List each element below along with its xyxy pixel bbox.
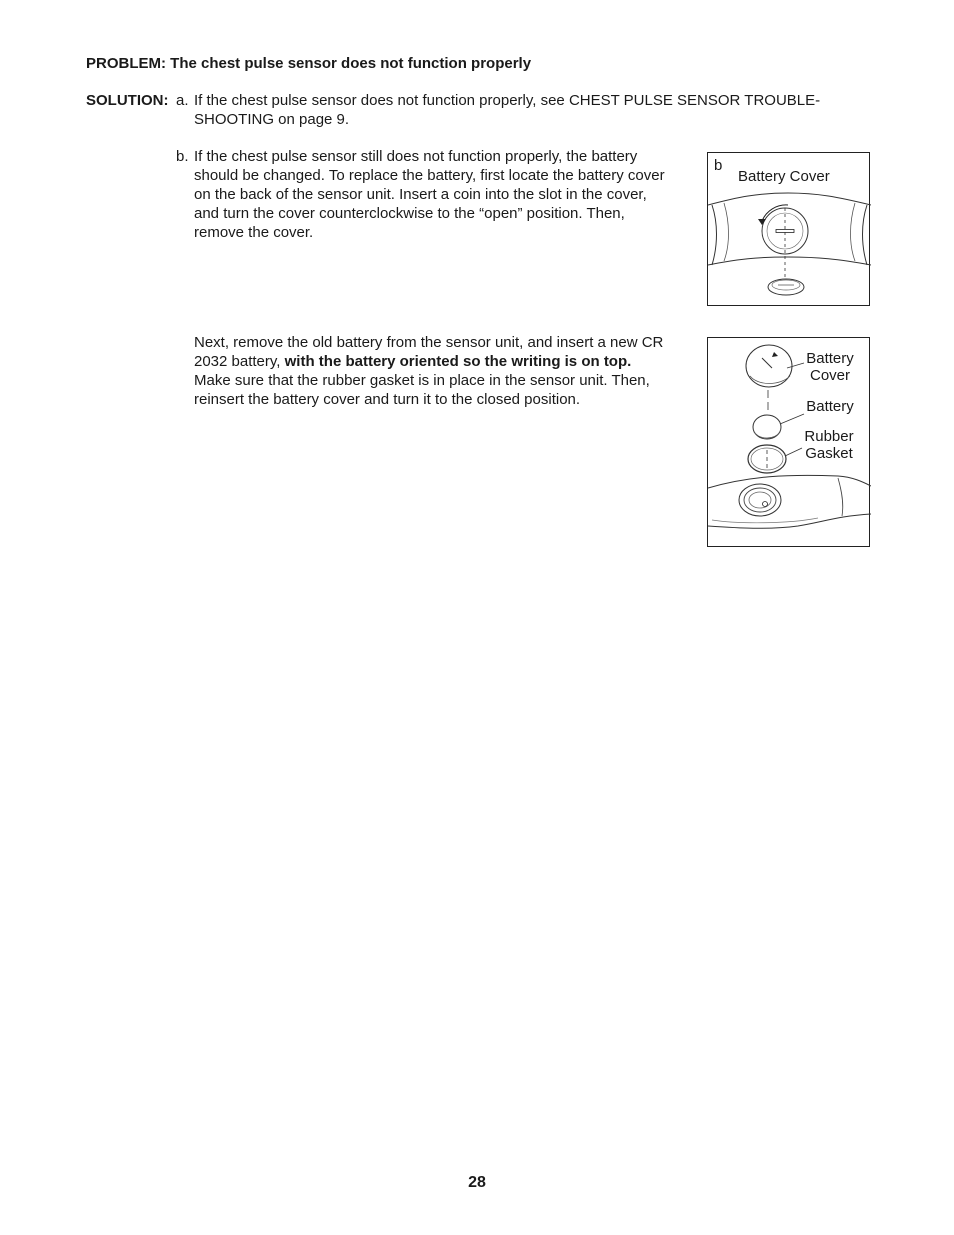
page-number: 28: [468, 1174, 486, 1191]
problem-heading: PROBLEM: The chest pulse sensor does not function properly: [86, 55, 532, 72]
label-battery-cover: [800, 350, 860, 384]
figure-caption-battery-cover: Battery Cover: [738, 168, 830, 185]
step-a-letter: a.: [176, 92, 189, 109]
solution-label: SOLUTION:: [86, 92, 169, 109]
label-rubber-gasket-line2: Gasket: [805, 445, 853, 462]
label-rubber-gasket-line1: Rubber: [804, 428, 854, 445]
step-a-text: If the chest pulse sensor does not function properly, see CHEST PULSE SENSOR TROUBLE-SHOOTING on page 9.: [194, 92, 821, 128]
label-battery: Battery: [806, 398, 854, 415]
label-battery-cover-line2: Cover: [809, 367, 850, 384]
step-b-text: If the chest pulse sensor still does not function properly, the battery should be changed. To replace the battery, first locate the battery cover on the back of the sensor unit. Insert a coin into the slot in the cover, and turn the cover counterclockwise to the “open” position. Then, remove the cover.: [194, 148, 665, 241]
step-b-letter: b.: [176, 148, 189, 165]
step-c-text-bold: with the battery oriented so the writing is on top.: [284, 353, 632, 370]
figure-letter: b: [714, 157, 723, 174]
step-c-text-before: Next, remove the old battery from the sensor unit, and insert a new CR 2032 battery,: [194, 334, 664, 370]
label-rubber-gasket: [798, 428, 860, 462]
step-c-text-after: Make sure that the rubber gasket is in place in the sensor unit. Then, reinsert the battery cover and turn it to the closed position.: [194, 372, 650, 408]
figure-battery-exploded: [707, 337, 870, 547]
step-c-text: [194, 333, 669, 409]
figure-battery-cover: [707, 152, 870, 306]
label-battery-cover-line1: Battery: [806, 350, 854, 367]
